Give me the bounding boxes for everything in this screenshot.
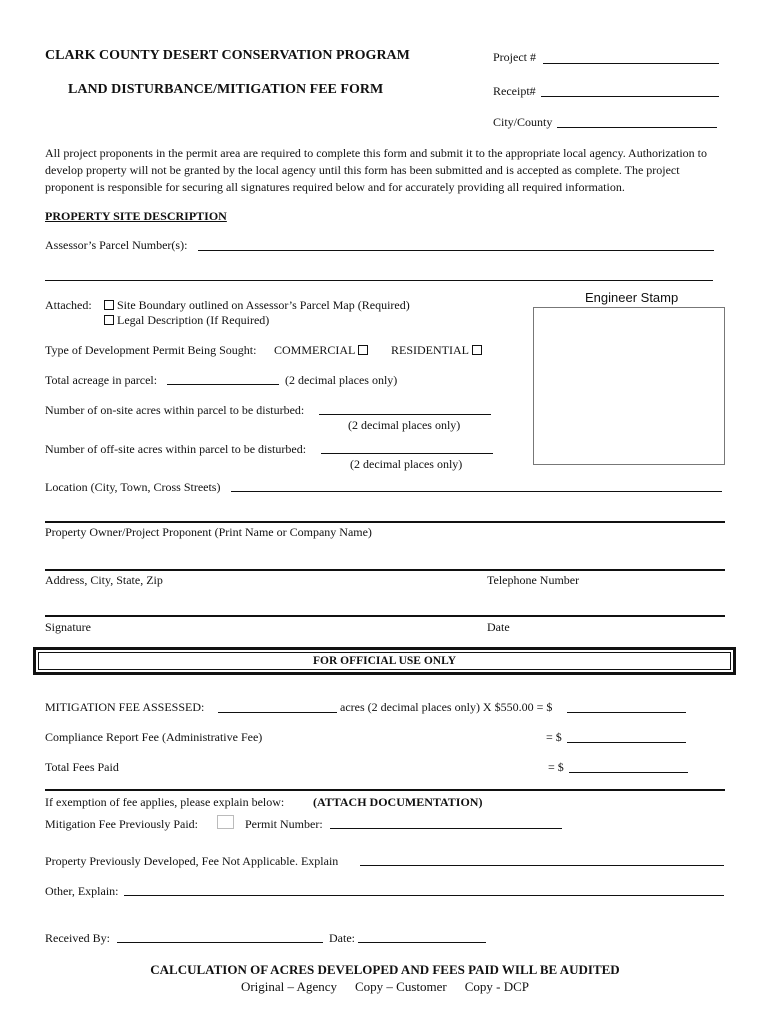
onsite-acres-field[interactable] (319, 414, 491, 415)
commercial-text: COMMERCIAL (274, 343, 355, 357)
received-date-field[interactable] (358, 942, 486, 943)
owner-label: Property Owner/Project Proponent (Print Name or Company Name) (45, 525, 372, 539)
permit-number-label: Permit Number: (245, 817, 323, 831)
signature-label: Signature (45, 620, 91, 634)
mitigation-fee-field[interactable] (567, 712, 686, 713)
audit-notice: CALCULATION OF ACRES DEVELOPED AND FEES PAID WILL BE AUDITED (150, 962, 620, 977)
signature-field[interactable] (45, 615, 725, 617)
section-title-property: PROPERTY SITE DESCRIPTION (45, 209, 227, 223)
compliance-fee-field[interactable] (567, 742, 686, 743)
telephone-label: Telephone Number (487, 573, 580, 587)
city-county-field[interactable] (557, 127, 717, 128)
address-field[interactable] (45, 569, 725, 571)
form-title: LAND DISTURBANCE/MITIGATION FEE FORM (68, 82, 384, 97)
received-by-field[interactable] (117, 942, 323, 943)
offsite-acres-label: Number of off-site acres within parcel to be disturbed: (45, 442, 307, 456)
apn-field-line-2[interactable] (45, 280, 713, 281)
mitigation-fee-label: MITIGATION FEE ASSESSED: (45, 700, 205, 714)
compliance-equals: = $ (546, 730, 562, 744)
receipt-number-field[interactable] (541, 96, 719, 97)
copy-distribution (0, 979, 770, 995)
site-boundary-option[interactable] (104, 298, 410, 313)
copy-customer: Copy – Customer (355, 979, 447, 994)
permit-type-label: Type of Development Permit Being Sought: (45, 343, 257, 357)
onsite-acres-hint: (2 decimal places only) (348, 418, 461, 432)
commercial-checkbox[interactable] (358, 345, 368, 355)
project-number-field[interactable] (543, 63, 719, 64)
legal-description-option[interactable] (104, 313, 269, 328)
location-label: Location (City, Town, Cross Streets) (45, 480, 221, 494)
program-title: CLARK COUNTY DESERT CONSERVATION PROGRAM (45, 48, 410, 63)
compliance-fee-label: Compliance Report Fee (Administrative Fee) (45, 730, 263, 744)
copy-dcp: Copy - DCP (464, 979, 530, 994)
received-by-label: Received By: (45, 931, 110, 945)
prev-developed-label: Property Previously Developed, Fee Not Applicable. Explain (45, 854, 339, 868)
total-equals: = $ (548, 760, 564, 774)
onsite-acres-label: Number of on-site acres within parcel to be disturbed: (45, 403, 305, 417)
permit-number-field[interactable] (330, 828, 562, 829)
copy-original: Original – Agency (240, 979, 337, 994)
attached-label: Attached: (45, 298, 92, 312)
prev-paid-checkbox[interactable] (217, 815, 234, 829)
other-explain-label: Other, Explain: (45, 884, 119, 898)
legal-description-text: Legal Description (If Required) (117, 313, 270, 327)
residential-option[interactable] (391, 343, 482, 358)
site-boundary-text: Site Boundary outlined on Assessor’s Parcel Map (Required) (117, 298, 410, 312)
receipt-label: Receipt# (493, 84, 536, 98)
apn-field[interactable] (198, 250, 714, 251)
attach-documentation-note: (ATTACH DOCUMENTATION) (313, 795, 483, 809)
city-county-label: City/County (493, 115, 553, 129)
total-fees-label: Total Fees Paid (45, 760, 119, 774)
total-fees-field[interactable] (569, 772, 688, 773)
prev-paid-label: Mitigation Fee Previously Paid: (45, 817, 198, 831)
residential-text: RESIDENTIAL (391, 343, 469, 357)
residential-checkbox[interactable] (472, 345, 482, 355)
prev-developed-field[interactable] (360, 865, 724, 866)
engineer-stamp-label: Engineer Stamp (585, 290, 679, 305)
total-acreage-label: Total acreage in parcel: (45, 373, 158, 387)
engineer-stamp-box (533, 307, 725, 465)
apn-label: Assessor’s Parcel Number(s): (45, 238, 188, 252)
total-acreage-hint: (2 decimal places only) (285, 373, 398, 387)
total-acreage-field[interactable] (167, 384, 279, 385)
intro-paragraph: All project proponents in the permit area are required to complete this form and submit it to the appropriate local agency. Authorization to develop property will not be granted by the local agency until this form has been submitted and is accepted as complete. The project proponent is responsible for securing all signatures required below and for accurately providing all required information. (45, 146, 708, 194)
other-explain-field[interactable] (124, 895, 724, 896)
location-field[interactable] (231, 491, 722, 492)
received-date-label: Date: (329, 931, 355, 945)
offsite-acres-field[interactable] (321, 453, 493, 454)
mitigation-acres-field[interactable] (218, 712, 337, 713)
project-label: Project # (493, 50, 536, 64)
mitigation-calc-text: acres (2 decimal places only) X $550.00 = $ (340, 700, 553, 714)
legal-description-checkbox[interactable] (104, 315, 114, 325)
address-label: Address, City, State, Zip (45, 573, 163, 587)
date-label: Date (487, 620, 510, 634)
site-boundary-checkbox[interactable] (104, 300, 114, 310)
exemption-label: If exemption of fee applies, please explain below: (45, 795, 285, 809)
commercial-option[interactable] (274, 343, 368, 358)
official-use-text: FOR OFFICIAL USE ONLY (312, 655, 457, 667)
owner-field[interactable] (45, 521, 725, 523)
section-divider (45, 789, 725, 791)
offsite-acres-hint: (2 decimal places only) (350, 457, 463, 471)
official-use-banner (33, 647, 736, 675)
